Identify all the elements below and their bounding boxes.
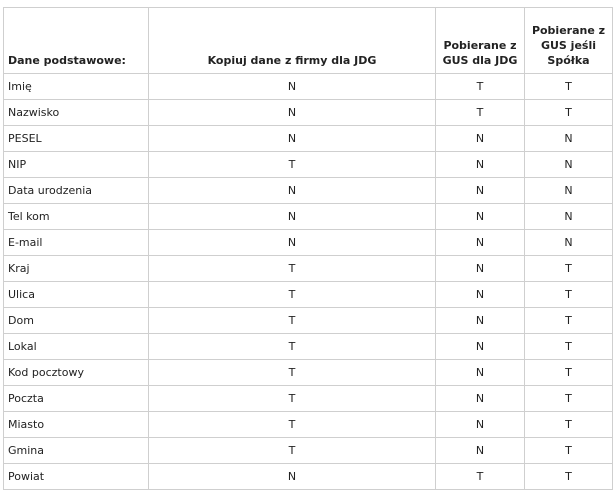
gus-jdg-cell: N (436, 282, 525, 308)
table-body (4, 74, 613, 490)
copy-from-company-cell: T (149, 152, 436, 178)
copy-from-company-cell: T (149, 386, 436, 412)
table-row (4, 204, 613, 230)
column-header-gus-jdg: Pobierane z GUS dla JDG (436, 8, 525, 74)
field-name-cell: Nazwisko (4, 100, 149, 126)
table-row (4, 230, 613, 256)
field-name-cell: Kraj (4, 256, 149, 282)
field-name-cell: Data urodzenia (4, 178, 149, 204)
field-name-cell: Tel kom (4, 204, 149, 230)
gus-jdg-cell: T (436, 464, 525, 490)
copy-from-company-cell: N (149, 178, 436, 204)
gus-company-cell: T (525, 256, 613, 282)
copy-from-company-cell: T (149, 308, 436, 334)
field-name-cell: Kod pocztowy (4, 360, 149, 386)
copy-from-company-cell: N (149, 230, 436, 256)
copy-from-company-cell: N (149, 126, 436, 152)
table-row (4, 334, 613, 360)
table-row (4, 464, 613, 490)
gus-jdg-cell: N (436, 152, 525, 178)
field-name-cell: PESEL (4, 126, 149, 152)
field-name-cell: Imię (4, 74, 149, 100)
field-name-cell: Lokal (4, 334, 149, 360)
gus-jdg-cell: T (436, 74, 525, 100)
field-name-cell: Powiat (4, 464, 149, 490)
column-header-gus-company: Pobierane z GUS jeśli Spółka (525, 8, 613, 74)
table-row (4, 412, 613, 438)
gus-jdg-cell: N (436, 360, 525, 386)
copy-from-company-cell: T (149, 360, 436, 386)
data-table (3, 7, 613, 490)
copy-from-company-cell: T (149, 282, 436, 308)
gus-company-cell: N (525, 230, 613, 256)
table-row (4, 178, 613, 204)
gus-jdg-cell: N (436, 386, 525, 412)
gus-jdg-cell: N (436, 438, 525, 464)
gus-jdg-cell: N (436, 334, 525, 360)
gus-company-cell: N (525, 152, 613, 178)
table-row (4, 256, 613, 282)
table-row (4, 74, 613, 100)
copy-from-company-cell: T (149, 256, 436, 282)
field-name-cell: Gmina (4, 438, 149, 464)
column-header-basic-data: Dane podstawowe: (4, 8, 149, 74)
data-table-container (3, 7, 613, 490)
copy-from-company-cell: T (149, 412, 436, 438)
gus-jdg-cell: N (436, 178, 525, 204)
table-row (4, 360, 613, 386)
copy-from-company-cell: T (149, 334, 436, 360)
copy-from-company-cell: N (149, 74, 436, 100)
field-name-cell: NIP (4, 152, 149, 178)
gus-jdg-cell: N (436, 230, 525, 256)
table-row (4, 152, 613, 178)
table-row (4, 308, 613, 334)
gus-company-cell: N (525, 126, 613, 152)
gus-company-cell: T (525, 438, 613, 464)
gus-company-cell: T (525, 464, 613, 490)
field-name-cell: Miasto (4, 412, 149, 438)
gus-company-cell: N (525, 204, 613, 230)
gus-jdg-cell: N (436, 256, 525, 282)
gus-company-cell: T (525, 100, 613, 126)
field-name-cell: Ulica (4, 282, 149, 308)
header-row (4, 8, 613, 74)
gus-jdg-cell: T (436, 100, 525, 126)
gus-company-cell: T (525, 282, 613, 308)
gus-jdg-cell: N (436, 308, 525, 334)
gus-company-cell: T (525, 412, 613, 438)
field-name-cell: E-mail (4, 230, 149, 256)
table-row (4, 438, 613, 464)
field-name-cell: Dom (4, 308, 149, 334)
copy-from-company-cell: N (149, 100, 436, 126)
field-name-cell: Poczta (4, 386, 149, 412)
gus-jdg-cell: N (436, 412, 525, 438)
column-header-copy-from-company: Kopiuj dane z firmy dla JDG (149, 8, 436, 74)
gus-company-cell: T (525, 360, 613, 386)
copy-from-company-cell: N (149, 204, 436, 230)
copy-from-company-cell: T (149, 438, 436, 464)
gus-company-cell: N (525, 178, 613, 204)
gus-jdg-cell: N (436, 126, 525, 152)
table-row (4, 386, 613, 412)
copy-from-company-cell: N (149, 464, 436, 490)
table-row (4, 126, 613, 152)
gus-company-cell: T (525, 334, 613, 360)
table-row (4, 282, 613, 308)
gus-company-cell: T (525, 74, 613, 100)
gus-company-cell: T (525, 386, 613, 412)
gus-jdg-cell: N (436, 204, 525, 230)
table-row (4, 100, 613, 126)
gus-company-cell: T (525, 308, 613, 334)
